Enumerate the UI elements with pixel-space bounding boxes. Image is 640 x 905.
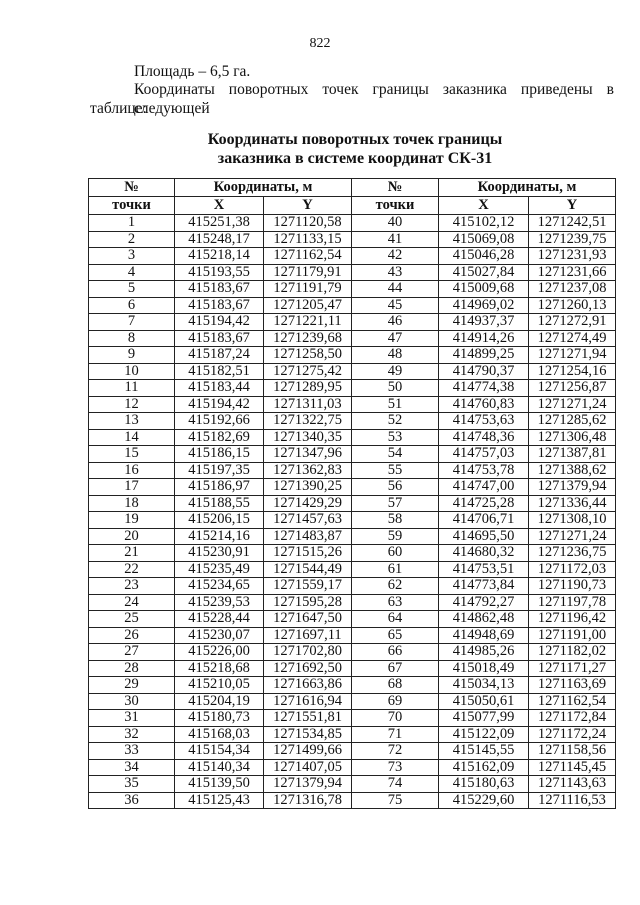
- y-coordinate-cell: 1271162,54: [529, 693, 616, 710]
- y-coordinate-cell: 1271387,81: [529, 446, 616, 463]
- table-row: [89, 248, 616, 265]
- point-number-cell: 13: [89, 413, 175, 430]
- y-coordinate-cell: 1271551,81: [264, 710, 352, 727]
- y-coordinate-cell: 1271559,17: [264, 578, 352, 595]
- y-coordinate-cell: 1271595,28: [264, 594, 352, 611]
- y-coordinate-cell: 1271483,87: [264, 528, 352, 545]
- table-row: [89, 660, 616, 677]
- point-number-cell: 26: [89, 627, 175, 644]
- point-number-cell: 23: [89, 578, 175, 595]
- y-coordinate-cell: 1271336,44: [529, 495, 616, 512]
- y-coordinate-cell: 1271191,79: [264, 281, 352, 298]
- x-coordinate-cell: 414753,78: [439, 462, 529, 479]
- x-coordinate-cell: 414748,36: [439, 429, 529, 446]
- point-number-cell: 11: [89, 380, 175, 397]
- y-coordinate-cell: 1271388,62: [529, 462, 616, 479]
- x-coordinate-cell: 415186,15: [175, 446, 264, 463]
- y-coordinate-cell: 1271289,95: [264, 380, 352, 397]
- table-row: [89, 413, 616, 430]
- table-row: [89, 479, 616, 496]
- x-coordinate-cell: 415034,13: [439, 677, 529, 694]
- x-coordinate-cell: 415102,12: [439, 215, 529, 232]
- x-coordinate-cell: 415251,38: [175, 215, 264, 232]
- area-line: Площадь – 6,5 га.: [134, 63, 251, 80]
- table-row: [89, 759, 616, 776]
- x-coordinate-cell: 414914,26: [439, 330, 529, 347]
- y-coordinate-cell: 1271311,03: [264, 396, 352, 413]
- x-coordinate-cell: 415192,66: [175, 413, 264, 430]
- table-row: [89, 578, 616, 595]
- point-number-cell: 62: [352, 578, 439, 595]
- table-row: [89, 297, 616, 314]
- y-coordinate-cell: 1271663,86: [264, 677, 352, 694]
- point-number-cell: 61: [352, 561, 439, 578]
- point-number-cell: 19: [89, 512, 175, 529]
- y-coordinate-cell: 1271196,42: [529, 611, 616, 628]
- x-coordinate-cell: 415183,67: [175, 281, 264, 298]
- x-header: X: [439, 197, 529, 215]
- point-number-cell: 49: [352, 363, 439, 380]
- point-number-cell: 69: [352, 693, 439, 710]
- y-coordinate-cell: 1271231,66: [529, 264, 616, 281]
- table-title: [0, 130, 640, 168]
- x-coordinate-cell: 414899,25: [439, 347, 529, 364]
- x-coordinate-cell: 415210,05: [175, 677, 264, 694]
- x-coordinate-cell: 415187,24: [175, 347, 264, 364]
- x-coordinate-cell: 415230,07: [175, 627, 264, 644]
- coordinates-header: Координаты, м: [439, 179, 616, 197]
- page-number: 822: [309, 36, 331, 51]
- y-coordinate-cell: 1271172,84: [529, 710, 616, 727]
- table-row: [89, 611, 616, 628]
- x-coordinate-cell: 415069,08: [439, 231, 529, 248]
- point-number-cell: 63: [352, 594, 439, 611]
- point-number-cell: 9: [89, 347, 175, 364]
- y-coordinate-cell: 1271258,50: [264, 347, 352, 364]
- y-coordinate-cell: 1271172,03: [529, 561, 616, 578]
- point-number-cell: 5: [89, 281, 175, 298]
- point-number-cell: 24: [89, 594, 175, 611]
- y-coordinate-cell: 1271274,49: [529, 330, 616, 347]
- table-row: [89, 512, 616, 529]
- point-number-cell: 16: [89, 462, 175, 479]
- table-row: [89, 231, 616, 248]
- x-coordinate-cell: 414969,02: [439, 297, 529, 314]
- point-number-cell: 31: [89, 710, 175, 727]
- x-coordinate-cell: 415140,34: [175, 759, 264, 776]
- point-header: точки: [89, 197, 175, 215]
- y-coordinate-cell: 1271179,91: [264, 264, 352, 281]
- point-number-cell: 34: [89, 759, 175, 776]
- coordinates-header: Координаты, м: [175, 179, 352, 197]
- point-number-header: №: [352, 179, 439, 197]
- y-coordinate-cell: 1271702,80: [264, 644, 352, 661]
- point-number-cell: 25: [89, 611, 175, 628]
- point-number-cell: 56: [352, 479, 439, 496]
- point-number-cell: 65: [352, 627, 439, 644]
- point-number-cell: 46: [352, 314, 439, 331]
- y-coordinate-cell: 1271254,16: [529, 363, 616, 380]
- x-coordinate-cell: 415183,67: [175, 330, 264, 347]
- table-row: [89, 363, 616, 380]
- point-number-cell: 42: [352, 248, 439, 265]
- intro-line-continued: таблице:: [90, 100, 147, 117]
- x-coordinate-cell: 415188,55: [175, 495, 264, 512]
- point-number-cell: 72: [352, 743, 439, 760]
- y-coordinate-cell: 1271190,73: [529, 578, 616, 595]
- y-coordinate-cell: 1271205,47: [264, 297, 352, 314]
- x-coordinate-cell: 415182,69: [175, 429, 264, 446]
- y-coordinate-cell: 1271231,93: [529, 248, 616, 265]
- x-coordinate-cell: 414985,26: [439, 644, 529, 661]
- y-coordinate-cell: 1271271,94: [529, 347, 616, 364]
- point-number-cell: 59: [352, 528, 439, 545]
- y-coordinate-cell: 1271260,13: [529, 297, 616, 314]
- x-coordinate-cell: 414862,48: [439, 611, 529, 628]
- x-coordinate-cell: 415218,14: [175, 248, 264, 265]
- x-coordinate-cell: 415193,55: [175, 264, 264, 281]
- point-number-cell: 50: [352, 380, 439, 397]
- table-row: [89, 215, 616, 232]
- x-coordinate-cell: 415230,91: [175, 545, 264, 562]
- y-coordinate-cell: 1271379,94: [264, 776, 352, 793]
- point-number-cell: 73: [352, 759, 439, 776]
- table-row: [89, 710, 616, 727]
- point-number-cell: 6: [89, 297, 175, 314]
- y-coordinate-cell: 1271242,51: [529, 215, 616, 232]
- y-coordinate-cell: 1271271,24: [529, 528, 616, 545]
- x-coordinate-cell: 415186,97: [175, 479, 264, 496]
- y-coordinate-cell: 1271306,48: [529, 429, 616, 446]
- point-number-cell: 7: [89, 314, 175, 331]
- point-number-cell: 3: [89, 248, 175, 265]
- point-number-cell: 33: [89, 743, 175, 760]
- table-header-row: [89, 179, 616, 197]
- y-coordinate-cell: 1271133,15: [264, 231, 352, 248]
- point-number-cell: 48: [352, 347, 439, 364]
- table-row: [89, 281, 616, 298]
- point-number-cell: 15: [89, 446, 175, 463]
- table-row: [89, 528, 616, 545]
- x-coordinate-cell: 415248,17: [175, 231, 264, 248]
- x-coordinate-cell: 415235,49: [175, 561, 264, 578]
- y-coordinate-cell: 1271163,69: [529, 677, 616, 694]
- point-number-cell: 54: [352, 446, 439, 463]
- x-coordinate-cell: 414790,37: [439, 363, 529, 380]
- point-number-cell: 1: [89, 215, 175, 232]
- y-coordinate-cell: 1271515,26: [264, 545, 352, 562]
- point-header: точки: [352, 197, 439, 215]
- y-coordinate-cell: 1271275,42: [264, 363, 352, 380]
- x-coordinate-cell: 415194,42: [175, 396, 264, 413]
- y-coordinate-cell: 1271340,35: [264, 429, 352, 446]
- y-coordinate-cell: 1271182,02: [529, 644, 616, 661]
- y-coordinate-cell: 1271145,45: [529, 759, 616, 776]
- table-subheader-row: [89, 197, 616, 215]
- x-coordinate-cell: 414695,50: [439, 528, 529, 545]
- table-row: [89, 495, 616, 512]
- y-coordinate-cell: 1271172,24: [529, 726, 616, 743]
- table-title-line: Координаты поворотных точек границы: [207, 131, 503, 148]
- y-coordinate-cell: 1271256,87: [529, 380, 616, 397]
- point-number-cell: 70: [352, 710, 439, 727]
- x-coordinate-cell: 415226,00: [175, 644, 264, 661]
- y-coordinate-cell: 1271322,75: [264, 413, 352, 430]
- x-coordinate-cell: 415239,53: [175, 594, 264, 611]
- y-coordinate-cell: 1271347,96: [264, 446, 352, 463]
- y-coordinate-cell: 1271271,24: [529, 396, 616, 413]
- point-number-cell: 75: [352, 792, 439, 809]
- point-number-cell: 32: [89, 726, 175, 743]
- y-header: Y: [264, 197, 352, 215]
- point-number-cell: 45: [352, 297, 439, 314]
- point-number-cell: 57: [352, 495, 439, 512]
- y-coordinate-cell: 1271499,66: [264, 743, 352, 760]
- table-row: [89, 743, 616, 760]
- table-row: [89, 693, 616, 710]
- y-coordinate-cell: 1271272,91: [529, 314, 616, 331]
- point-number-cell: 53: [352, 429, 439, 446]
- x-coordinate-cell: 415204,19: [175, 693, 264, 710]
- x-coordinate-cell: 415229,60: [439, 792, 529, 809]
- y-coordinate-cell: 1271120,58: [264, 215, 352, 232]
- point-number-cell: 36: [89, 792, 175, 809]
- y-coordinate-cell: 1271158,56: [529, 743, 616, 760]
- table-body: [89, 215, 616, 809]
- intro-line: Координаты поворотных точек границы заказника приведены в следующей: [134, 81, 614, 117]
- y-coordinate-cell: 1271162,54: [264, 248, 352, 265]
- table-row: [89, 330, 616, 347]
- x-coordinate-cell: 415228,44: [175, 611, 264, 628]
- x-coordinate-cell: 414792,27: [439, 594, 529, 611]
- table-row: [89, 347, 616, 364]
- x-coordinate-cell: 415182,51: [175, 363, 264, 380]
- x-coordinate-cell: 415027,84: [439, 264, 529, 281]
- x-coordinate-cell: 414680,32: [439, 545, 529, 562]
- y-header: Y: [529, 197, 616, 215]
- y-coordinate-cell: 1271237,08: [529, 281, 616, 298]
- y-coordinate-cell: 1271457,63: [264, 512, 352, 529]
- x-coordinate-cell: 415018,49: [439, 660, 529, 677]
- y-coordinate-cell: 1271534,85: [264, 726, 352, 743]
- y-coordinate-cell: 1271429,29: [264, 495, 352, 512]
- point-number-cell: 35: [89, 776, 175, 793]
- point-number-cell: 8: [89, 330, 175, 347]
- point-number-cell: 17: [89, 479, 175, 496]
- point-number-cell: 20: [89, 528, 175, 545]
- table-row: [89, 396, 616, 413]
- point-number-cell: 66: [352, 644, 439, 661]
- point-number-cell: 71: [352, 726, 439, 743]
- y-coordinate-cell: 1271362,83: [264, 462, 352, 479]
- x-coordinate-cell: 414753,51: [439, 561, 529, 578]
- table-row: [89, 446, 616, 463]
- x-coordinate-cell: 415125,43: [175, 792, 264, 809]
- table-row: [89, 561, 616, 578]
- point-number-header: №: [89, 179, 175, 197]
- table-row: [89, 644, 616, 661]
- x-coordinate-cell: 414747,00: [439, 479, 529, 496]
- x-coordinate-cell: 415145,55: [439, 743, 529, 760]
- x-coordinate-cell: 415180,73: [175, 710, 264, 727]
- point-number-cell: 4: [89, 264, 175, 281]
- x-coordinate-cell: 414725,28: [439, 495, 529, 512]
- x-coordinate-cell: 415194,42: [175, 314, 264, 331]
- x-coordinate-cell: 415183,67: [175, 297, 264, 314]
- x-coordinate-cell: 414753,63: [439, 413, 529, 430]
- table-row: [89, 792, 616, 809]
- coordinates-table: [88, 178, 616, 809]
- x-coordinate-cell: 415214,16: [175, 528, 264, 545]
- y-coordinate-cell: 1271407,05: [264, 759, 352, 776]
- x-coordinate-cell: 415139,50: [175, 776, 264, 793]
- x-coordinate-cell: 415183,44: [175, 380, 264, 397]
- x-coordinate-cell: 414760,83: [439, 396, 529, 413]
- point-number-cell: 28: [89, 660, 175, 677]
- x-coordinate-cell: 414757,03: [439, 446, 529, 463]
- point-number-cell: 51: [352, 396, 439, 413]
- y-coordinate-cell: 1271171,27: [529, 660, 616, 677]
- table-row: [89, 380, 616, 397]
- table-row: [89, 776, 616, 793]
- y-coordinate-cell: 1271197,78: [529, 594, 616, 611]
- y-coordinate-cell: 1271221,11: [264, 314, 352, 331]
- y-coordinate-cell: 1271143,63: [529, 776, 616, 793]
- point-number-cell: 43: [352, 264, 439, 281]
- x-coordinate-cell: 415009,68: [439, 281, 529, 298]
- point-number-cell: 30: [89, 693, 175, 710]
- point-number-cell: 41: [352, 231, 439, 248]
- x-coordinate-cell: 415122,09: [439, 726, 529, 743]
- x-header: X: [175, 197, 264, 215]
- point-number-cell: 47: [352, 330, 439, 347]
- point-number-cell: 29: [89, 677, 175, 694]
- point-number-cell: 10: [89, 363, 175, 380]
- table-row: [89, 545, 616, 562]
- y-coordinate-cell: 1271692,50: [264, 660, 352, 677]
- point-number-cell: 64: [352, 611, 439, 628]
- y-coordinate-cell: 1271616,94: [264, 693, 352, 710]
- x-coordinate-cell: 415234,65: [175, 578, 264, 595]
- table-row: [89, 429, 616, 446]
- point-number-cell: 60: [352, 545, 439, 562]
- x-coordinate-cell: 415154,34: [175, 743, 264, 760]
- table-row: [89, 594, 616, 611]
- y-coordinate-cell: 1271239,75: [529, 231, 616, 248]
- x-coordinate-cell: 414948,69: [439, 627, 529, 644]
- point-number-cell: 18: [89, 495, 175, 512]
- table-row: [89, 314, 616, 331]
- y-coordinate-cell: 1271379,94: [529, 479, 616, 496]
- point-number-cell: 12: [89, 396, 175, 413]
- point-number-cell: 22: [89, 561, 175, 578]
- y-coordinate-cell: 1271390,25: [264, 479, 352, 496]
- x-coordinate-cell: 415218,68: [175, 660, 264, 677]
- point-number-cell: 14: [89, 429, 175, 446]
- point-number-cell: 67: [352, 660, 439, 677]
- point-number-cell: 2: [89, 231, 175, 248]
- y-coordinate-cell: 1271316,78: [264, 792, 352, 809]
- table-row: [89, 627, 616, 644]
- y-coordinate-cell: 1271647,50: [264, 611, 352, 628]
- y-coordinate-cell: 1271285,62: [529, 413, 616, 430]
- table-row: [89, 264, 616, 281]
- point-number-cell: 68: [352, 677, 439, 694]
- x-coordinate-cell: 415046,28: [439, 248, 529, 265]
- table-title-line: заказника в системе координат СК-31: [217, 150, 493, 167]
- x-coordinate-cell: 414937,37: [439, 314, 529, 331]
- point-number-cell: 40: [352, 215, 439, 232]
- point-number-cell: 74: [352, 776, 439, 793]
- table-row: [89, 462, 616, 479]
- y-coordinate-cell: 1271239,68: [264, 330, 352, 347]
- table-row: [89, 726, 616, 743]
- y-coordinate-cell: 1271544,49: [264, 561, 352, 578]
- point-number-cell: 21: [89, 545, 175, 562]
- x-coordinate-cell: 414774,38: [439, 380, 529, 397]
- x-coordinate-cell: 414706,71: [439, 512, 529, 529]
- x-coordinate-cell: 415206,15: [175, 512, 264, 529]
- x-coordinate-cell: 415162,09: [439, 759, 529, 776]
- x-coordinate-cell: 415168,03: [175, 726, 264, 743]
- x-coordinate-cell: 414773,84: [439, 578, 529, 595]
- x-coordinate-cell: 415197,35: [175, 462, 264, 479]
- point-number-cell: 44: [352, 281, 439, 298]
- y-coordinate-cell: 1271236,75: [529, 545, 616, 562]
- y-coordinate-cell: 1271308,10: [529, 512, 616, 529]
- point-number-cell: 27: [89, 644, 175, 661]
- table-row: [89, 677, 616, 694]
- y-coordinate-cell: 1271191,00: [529, 627, 616, 644]
- point-number-cell: 52: [352, 413, 439, 430]
- x-coordinate-cell: 415180,63: [439, 776, 529, 793]
- point-number-cell: 58: [352, 512, 439, 529]
- x-coordinate-cell: 415077,99: [439, 710, 529, 727]
- x-coordinate-cell: 415050,61: [439, 693, 529, 710]
- point-number-cell: 55: [352, 462, 439, 479]
- y-coordinate-cell: 1271697,11: [264, 627, 352, 644]
- y-coordinate-cell: 1271116,53: [529, 792, 616, 809]
